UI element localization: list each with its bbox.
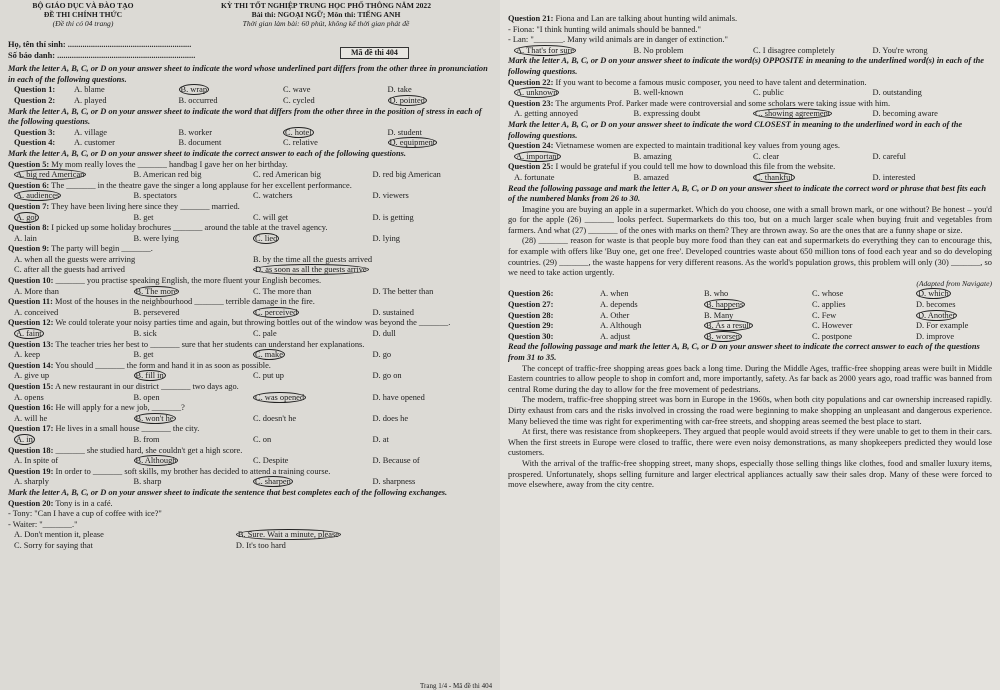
answer-circle: A. in [16, 434, 33, 444]
question-12: Question 12: We could tolerate your noisy parties time and again, but throwing bottles out of the window was beyond the _______. [8, 318, 451, 328]
right-page: Question 21: Fiona and Lan are talking about hunting wild animals. - Fiona: "I think hunting wild animals should be banned." - Lan: "_______. Many wild animals are in danger of extinction." A. That's for sure B. No problem C. I disagree completely D. You're wrong Mark the letter A, B, C, or D on your answer sheet to indicate the word(s) OPPOSITE in meaning to the underlined word(s) in each of the following questions. Question 22: If you want to become a famous music composer, you need to have talent and determination. A. unknown B. well-known C. public D. outstanding Question 23: The arguments Prof. Parker made were controversial and some scholars were taking issue with him. A. getting annoyed B. expressing doubt C. showing agreement D. becoming aware Mark the letter A, B, C, or D on your answer sheet to indicate the word CLOSEST in meaning to the underlined word in each of the following questions. Question 24: Vietnamese women are expected to maintain traditional key values from young ages. A. important B. amazing C. clear D. careful Question 25: I would be grateful if you could tell me how to download this file from the website. A. fortunate B. amazed C. thankful D. interested Read the following passage and mark the letter A, B, C, or D on your answer sheet to indicate the correct word or phrase that best fits each of the numbered blanks from 26 to 30. Imagine you are buying an apple in a supermarket. Which do you choose, one with a small brown mark, or one without? Be honest – you'd go for the apple (26) _______ looks perfect. Supermarkets do this too, but on a much larger scale when buying fruit and vegetables from farmers. And what (27) _______ of the ones with marks on them? They are thrown away. So are the ones that are a funny shape or size. (28) _______ reason for waste is that people buy more food than they can eat and supermarkets do everything they can to encourage this, for example with offers like 'Buy one, get one free'. Developed countries waste about 650 million tons of food each year and so do developing countries. (29) _______, the waste happens for very different reasons. As the world's population grows, this problem will only (30) _______, so we need to take action urgently. (Adapted from Navigate) Question 26: A. when B. who C. whose D. which Question 27: A. depends B. happens C. applies D. becomes Question 28: A. Other B. Many C. Few D. Another Question 29: A. Although B. As a result C. However D. For example Question 30: A. adjust B. worsen C. postpone D. improve Read the following passage and mark the letter A, B, C, or D on your answer sheet to indicate the correct answer to each of the questions from 31 to 35. The concept of traffic-free shopping areas goes back a long time. During the Middle Ages, traffic-free shopping areas were built in Middle Eastern countries to allow people to shop in comfort and, more importantly, safety. As far back as 2000 years ago, road traffic was banned from central Rome during the day to allow for the free movement of pedestrians. The modern, traffic-free shopping street was born in Europe in the 1960s, when both city populations and car ownership increased rapidly. Dirty exhaust from cars and the risks involved in crossing the road were beginning to make shopping an unpleasant and dangerous experience. Many believed the time was right for experimenting with car-free streets, and shopping areas seemed the best place to start. At first, there was resistance from shopkeepers. They argued that people would avoid streets if they were unable to get to them in their cars. When the first streets in Europe were closed to traffic, there were even noisy demonstrations, as many shopkeepers predicted they would lose customers. With the arrival of the traffic-free shopping street, many shops, especially those selling things like clothes, food and smaller luxury items, prospered. Unfortunately, shops selling furniture and larger electrical appliances actually saw their sales drop. Many of these were forced to move elsewhere, away from the city centre. [500, 0, 1000, 690]
passage-2-paragraph: With the arrival of the traffic-free shopping street, many shops, especially those selling things like clothes, food and smaller luxury items, prospered. Unfortunately, shops selling furniture and larger electrical appliances actually saw their sales drop. Many of these were forced to move elsewhere, away from the city centre. [508, 458, 992, 490]
passage-2-paragraph: The modern, traffic-free shopping street was born in Europe in the 1960s, when both city populations and car ownership increased rapidly. Dirty exhaust from cars and the risks involved in crossing the road were beginning to make shopping an unpleasant and dangerous experience. Many believed the time was right for experimenting with car-free streets, and shopping areas seemed the best place to start. [508, 395, 992, 426]
question-8: Question 8: I picked up some holiday brochures _______ around the table at the travel agency. [8, 223, 328, 233]
question-23: Question 23: The arguments Prof. Parker made were controversial and some scholars were taking issue with him. [508, 98, 891, 108]
answer-circle: B. worsen [706, 331, 740, 341]
answer-circle: D. which [918, 289, 949, 299]
answer-circle: B. Although [135, 456, 177, 466]
answer-circle: C. sharpen [255, 477, 291, 487]
question-17: Question 17: He lives in a small house _______ the city. [8, 424, 200, 434]
question-16: Question 16: He will apply for a new job, _______? [8, 403, 185, 413]
question-22: Question 22: If you want to become a famous music composer, you need to have talent and determination. [508, 77, 867, 87]
answer-circle: D. as soon as all the guests arrive [255, 265, 367, 275]
instruction-pronunciation: Mark the letter A, B, C, or D on your answer sheet to indicate the word whose underlined part differs from the other three in pronunciation in each of the following questions. [8, 64, 488, 84]
question-18: Question 18: _______ she studied hard, she couldn't get a high score. [8, 445, 243, 455]
time-limit: Thời gian làm bài: 60 phút, không kể thời gian phát đề [242, 19, 410, 28]
question-5: Question 5: My mom really loves the _______ handbag I gave her on her birthday. [8, 159, 288, 169]
page-count: (Đề thi có 04 trang) [52, 19, 114, 28]
answer-circle: D. equipment [389, 138, 436, 148]
question-10: Question 10: _______ you practise speaking English, the more fluent your English becomes. [8, 276, 322, 286]
question-21: Question 21: Fiona and Lan are talking about hunting wild animals. [508, 14, 738, 23]
answer-circle: B. happens [706, 300, 744, 310]
exam-code-box: Mã đề thi 404 [340, 47, 409, 59]
cloze-answers: Question 26: A. when B. who C. whose D. which Question 27: A. depends B. happens C. applies D. becomes Question 28: A. Other B. Many C. Few D. Another Question 29: A. Although B. As a result C. However D. For example Question 30: A. adjust B. worsen C. postpone D. improve [508, 289, 969, 341]
answer-circle: D. pointed [389, 95, 425, 105]
question-15: Question 15: A new restaurant in our district _______ two days ago. [8, 382, 239, 391]
instruction-grammar: Mark the letter A, B, C, or D on your answer sheet to indicate the correct answer to each of the following questions. [8, 148, 406, 158]
subject: Bài thi: NGOẠI NGỮ; Môn thi: TIẾNG ANH [251, 10, 401, 19]
exam-header [0, 0, 500, 28]
instruction-reading: Read the following passage and mark the letter A, B, C, or D on your answer sheet to indicate the correct answer to each of the questions from 31 to 35. [508, 342, 980, 362]
passage-2-paragraph: At first, there was resistance from shopkeepers. They argued that people would avoid streets if they were unable to get to them in their cars. When the first streets in Europe were closed to traffic, there were even noisy demonstrations, as many shopkeepers predicted they would lose customers. [508, 427, 992, 458]
question-25: Question 25: I would be grateful if you could tell me how to download this file from the website. [508, 162, 836, 172]
answer-circle: A. faint [16, 329, 42, 339]
question-2: Question 2: A. played B. occurred C. cycled D. pointed [14, 95, 425, 105]
instruction-exchanges: Mark the letter A, B, C, or D on your answer sheet to indicate the sentence that best completes each of the following exchanges. [8, 487, 448, 497]
answer-circle: B. The more [135, 286, 178, 296]
candidate-number: Số báo danh: .................................................................. [8, 50, 196, 60]
passage-1-paragraph: (28) _______ reason for waste is that people buy more food than they can eat and supermarkets do everything they can to encourage this, for example with offers like 'Buy one, get one free'. Developed countries waste about 650 million tons of food each year and so do developing countries. (29) _______, the waste happens for very different reasons. As the world's population grows, this problem will only (30) _______, so we need to take action urgently. [508, 236, 992, 278]
answer-circle: B. As a result [706, 321, 752, 331]
question-20: Question 20: Tony is in a café. [8, 498, 113, 508]
question-3: Question 3: A. village B. worker C. hotel D. student [14, 127, 422, 137]
answer-circle: C. make [255, 350, 283, 360]
passage-1-paragraph: Imagine you are buying an apple in a supermarket. Which do you choose, one with a small brown mark, or one without? Be honest – you'd go for the apple (26) _______ looks perfect. Supermarkets do this too, but on a much larger scale when buying fruit and vegetables from farmers. And what (27) _______ of the ones with marks on them? They are thrown away. So are the ones that are a funny shape or size. [508, 204, 992, 235]
answer-circle: A. unknown [516, 88, 558, 98]
question-6: Question 6: The _______ in the theatre gave the singer a long applause for her excellent performance. [8, 180, 352, 190]
exam-title: KỲ THI TỐT NGHIỆP TRUNG HỌC PHỔ THÔNG NĂM 2022 [220, 1, 432, 10]
question-14: Question 14: You should _______ the form and hand it in as soon as possible. [8, 360, 271, 370]
question-4: Question 4: A. customer B. document C. relative D. equipment [14, 138, 436, 148]
answer-circle: A. got [16, 212, 37, 222]
question-19: Question 19: In order to _______ soft skills, my brother has decided to attend a training course. [8, 466, 331, 476]
passage-source: (Adapted from Navigate) [916, 278, 992, 288]
answer-circle: B. fill in [135, 371, 164, 381]
question-7: Question 7: They have been living here since they _______ married. [8, 201, 240, 211]
answer-circle: A. audiences [16, 191, 60, 201]
instruction-cloze: Read the following passage and mark the letter A, B, C, or D on your answer sheet to indicate the correct word or phrase that best fits each of the numbered blanks from 26 to 30. [508, 183, 987, 204]
instruction-closest: Mark the letter A, B, C, or D on your answer sheet to indicate the word CLOSEST in meaning to the underlined word in each of the following questions. [508, 119, 963, 140]
answer-circle: C. thankful [755, 172, 793, 182]
answer-circle: B. won't he [135, 413, 174, 423]
answer-circle: A. That's for sure [516, 45, 575, 55]
instruction-stress: Mark the letter A, B, C, or D on your answer sheet to indicate the word that differs from the other three in the position of stress in each of the following questions. [8, 106, 482, 127]
answer-circle: C. showing agreement [755, 109, 831, 119]
answer-circle: C. perceived [255, 307, 298, 317]
question-11: Question 11: Most of the houses in the neighbourhood _______ terrible damage in the fire. [8, 297, 315, 307]
question-24: Question 24: Vietnamese women are expected to maintain traditional key values from young ages. [508, 141, 840, 151]
page-footer: Trang 1/4 - Mã đề thi 404 [420, 682, 493, 690]
ministry: BỘ GIÁO DỤC VÀ ĐÀO TẠO [32, 1, 134, 10]
passage-2-paragraph: The concept of traffic-free shopping areas goes back a long time. During the Middle Ages, traffic-free shopping areas were built in Middle Eastern countries to allow people to shop in comfort and, more importantly, safety. As far back as 2000 years ago, road traffic was banned from central Rome during the day to allow for the free movement of pedestrians. [508, 363, 992, 394]
candidate-name: Họ, tên thí sinh: ........................................................... [8, 40, 192, 49]
answer-circle: A. big red American [16, 170, 85, 180]
question-1: Question 1: A. blame B. wrap C. wave D. take [14, 85, 412, 95]
question-13: Question 13: The teacher tries her best to _______ sure that her students can understand her explanations. [8, 339, 365, 349]
answer-circle: C. was opened [255, 392, 305, 402]
answer-circle: B. Sure. Wait a minute, please [237, 530, 339, 540]
answer-circle: C. lied [255, 233, 278, 243]
official-label: ĐỀ THI CHÍNH THỨC [43, 10, 123, 19]
answer-circle: D. Another [918, 310, 956, 320]
answer-circle: C. hotel [285, 127, 312, 137]
instruction-opposite: Mark the letter A, B, C, or D on your answer sheet to indicate the word(s) OPPOSITE in meaning to the underlined word(s) in each of the following questions. [508, 56, 984, 76]
left-page: BỘ GIÁO DỤC VÀ ĐÀO TẠO ĐỀ THI CHÍNH THỨC (Đề thi có 04 trang) KỲ THI TỐT NGHIỆP TRUNG HỌC PHỔ THÔNG NĂM 2022 Bài thi: NGOẠI NGỮ; Môn thi: TIẾNG ANH Thời gian làm bài: 60 phút, không kể thời gian phát đề Họ, tên thí sinh: ........................................................... Số báo danh: .................................................................. Mã đề thi 404 Mark the letter A, B, C, or D on your answer sheet to indicate the word whose underlined part differs from the other three in pronunciation in each of the following questions. Question 1: A. blame B. wrap C. wave D. take Question 2: A. played B. occurred C. cycled D. pointed Mark the letter A, B, C, or D on your answer sheet to indicate the word that differs from the other three in the position of stress in each of the following questions. Question 3: A. village B. worker C. hotel D. student Question 4: A. customer B. document C. relative D. equipment Mark the letter A, B, C, or D on your answer sheet to indicate the correct answer to each of the following questions. Question 5: My mom really loves the _______ handbag I gave her on her birthday. A. big red American B. American red big C. red American big D. red big American Question 6: The _______ in the theatre gave the singer a long applause for her excellent performance. A. audiences B. spectators C. watchers D. viewers Question 7: They have been living here since they _______ married. A. got B. get C. will get D. is getting Question 8: I picked up some holiday brochures _______ around the table at the travel agency. A. lain B. were lying C. lied D. lying Question 9: The party will begin _______. A. when all the guests were arriving B. by the time all the guests arrived C. after all the guests had arrived D. as soon as all the guests arrive Question 10: _______ you practise speaking English, the more fluent your English becomes. A. More than B. The more C. The more than D. The better than Question 11: Most of the houses in the neighbourhood _______ terrible damage in the fire. A. conceived B. persevered C. perceived D. sustained Question 12: We could tolerate your noisy parties time and again, but throwing bottles out of the window was beyond the _______. A. faint B. sick C. pale D. dull Question 13: The teacher tries her best to _______ sure that her students can understand her explanations. A. keep B. get C. make D. go Question 14: You should _______ the form and hand it in as soon as possible. A. give up B. fill in C. put up D. go on Question 15: A new restaurant in our district _______ two days ago. A. opens B. open C. was opened D. have opened Question 16: He will apply for a new job, _______? A. will he B. won't he C. doesn't he D. does he Question 17: He lives in a small house _______ the city. A. in B. from C. on D. at Question 18: _______ she studied hard, she couldn't get a high score. A. In spite of B. Although C. Despite D. Because of Question 19: In order to _______ soft skills, my brother has decided to attend a training course. A. sharply B. sharp C. sharpen D. sharpness Mark the letter A, B, C, or D on your answer sheet to indicate the sentence that best completes each of the following exchanges. Question 20: Tony is in a café. - Tony: "Can I have a cup of coffee with ice?" - Waiter: "_______." A. Don't mention it, please B. Sure. Wait a minute, please C. Sorry for saying that D. It's too hard [0, 0, 500, 690]
answer-circle: A. important [516, 151, 559, 161]
answer-circle: B. wrap [180, 85, 208, 95]
question-9: Question 9: The party will begin _______. [8, 244, 153, 254]
